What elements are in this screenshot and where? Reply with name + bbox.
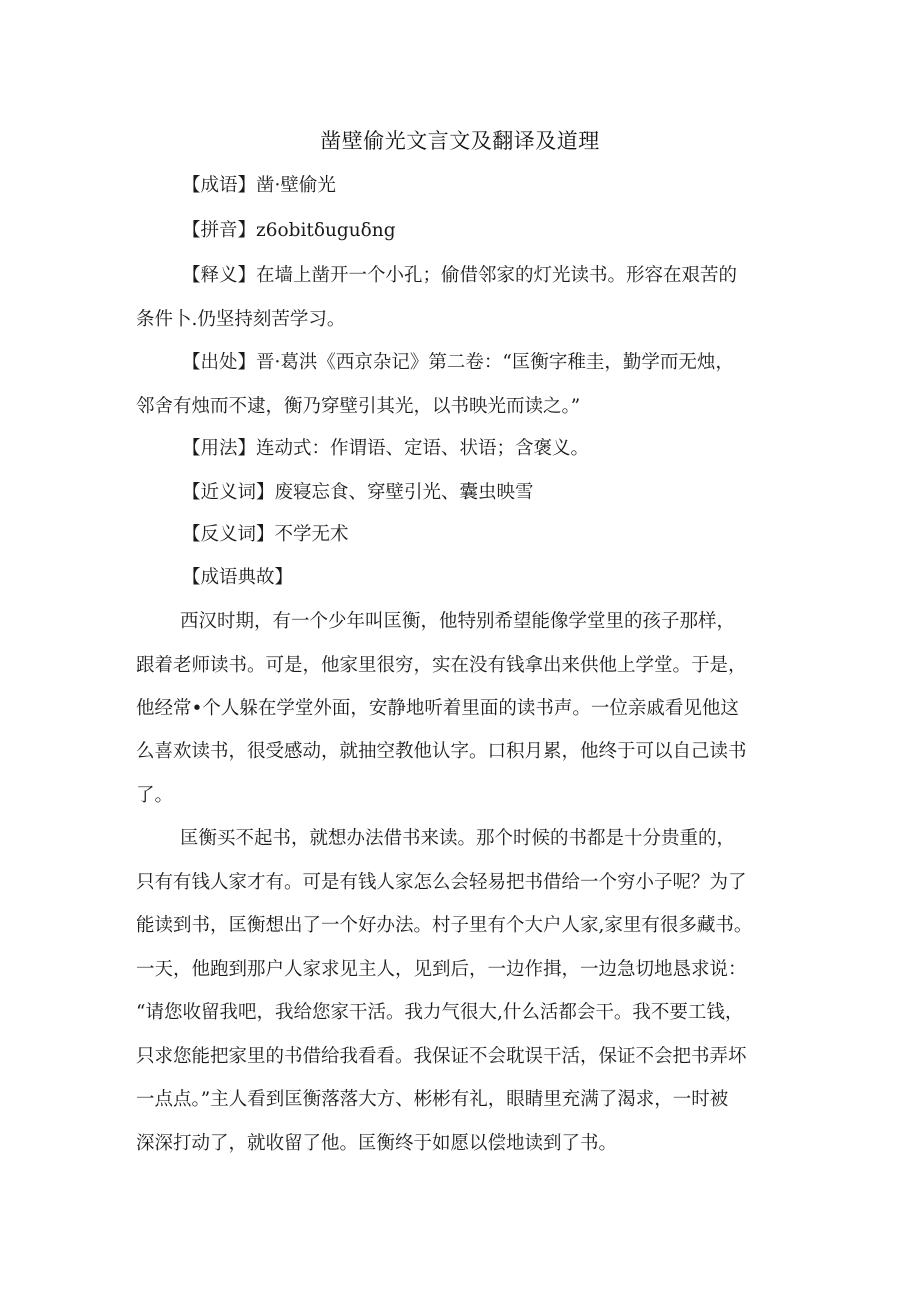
pinyin-text: z6obitδuguδng — [256, 220, 396, 241]
paragraph-2-line: 一天，他跑到那户人家求见主人，见到后，一边作揖，一边急切地恳求说： — [136, 959, 747, 980]
meaning-label: 【释义】 — [182, 265, 257, 286]
synonyms-label: 【近义词】 — [182, 482, 275, 503]
paragraph-2-line: 只求您能把家里的书借给我看看。我保证不会耽误干活，保证不会把书弄坏 — [136, 1046, 747, 1067]
paragraph-2-line: “请您收留我吧，我给您家干活。我力气很大,什么活都会干。我不要工钱， — [136, 1002, 744, 1023]
usage-text: 连动式：作谓语、定语、状语；含褒义。 — [256, 438, 590, 459]
meaning-line-2: 条件卜.仍坚持刻苦学习。 — [136, 309, 346, 330]
paragraph-2-line: 只有有钱人家才有。可是有钱人家怎么会轻易把书借给一个穷小子呢？为了 — [136, 872, 747, 893]
paragraph-2-line: 一点点。”主人看到匡衡落落大方、彬彬有礼，眼睛里充满了渴求，一时被 — [136, 1089, 729, 1110]
paragraph-2-line: 匡衡买不起书，就想办法借书来读。那个时候的书都是十分贵重的， — [180, 828, 736, 849]
paragraph-1-line: 么喜欢读书，很受感动，就抽空教他认字。口积月累，他终于可以自己读书 — [136, 741, 747, 762]
paragraph-2-line: 深深打动了，就收留了他。匡衡终于如愿以偿地读到了书。 — [136, 1133, 618, 1154]
paragraph-1-line: 西汉时期，有一个少年叫匡衡，他特别希望能像学堂里的孩子那样， — [180, 611, 736, 632]
synonyms-text: 废寝忘食、穿壁引光、囊虫映雪 — [274, 482, 534, 503]
paragraph-1-line: 他经常•个人躲在学堂外面，安静地听着里面的读书声。一位亲戚看见他这 — [136, 698, 739, 719]
story-heading: 【成语典故】 — [182, 567, 294, 588]
document-title: 凿壁偷光文言文及翻译及道理 — [320, 129, 600, 153]
pinyin-entry — [182, 217, 396, 245]
antonyms-label: 【反义词】 — [182, 524, 275, 545]
paragraph-1-line: 跟着老师读书。可是，他家里很穷，实在没有钱拿出来供他上学堂。于是， — [136, 655, 747, 676]
idiom-label: 【成语】 — [182, 175, 257, 196]
meaning-entry — [182, 262, 737, 290]
source-line-2: 邻舍有烛而不逮，衡乃穿壁引其光，以书映光而读之。” — [136, 396, 581, 417]
antonyms-entry — [182, 521, 349, 549]
idiom-entry — [182, 172, 336, 200]
usage-label: 【用法】 — [182, 438, 257, 459]
meaning-line-1: 在墙上凿开一个小孔；偷借邻家的灯光读书。形容在艰苦的 — [256, 265, 738, 286]
source-label: 【出处】 — [182, 352, 257, 373]
paragraph-2-line: 能读到书，匡衡想出了一个好办法。村子里有个大户人家,家里有很多藏书。 — [136, 915, 753, 936]
idiom-text: 凿·壁偷光 — [256, 175, 336, 196]
source-line-1: 晋·葛洪《西京杂记》第二卷：“匡衡字稚圭，勤学而无烛， — [256, 352, 734, 373]
antonyms-text: 不学无术 — [274, 524, 349, 545]
pinyin-label: 【拼音】 — [182, 220, 257, 241]
synonyms-entry — [182, 479, 534, 507]
paragraph-1-line: 了。 — [136, 785, 174, 806]
source-entry — [182, 349, 734, 377]
usage-entry — [182, 435, 589, 463]
